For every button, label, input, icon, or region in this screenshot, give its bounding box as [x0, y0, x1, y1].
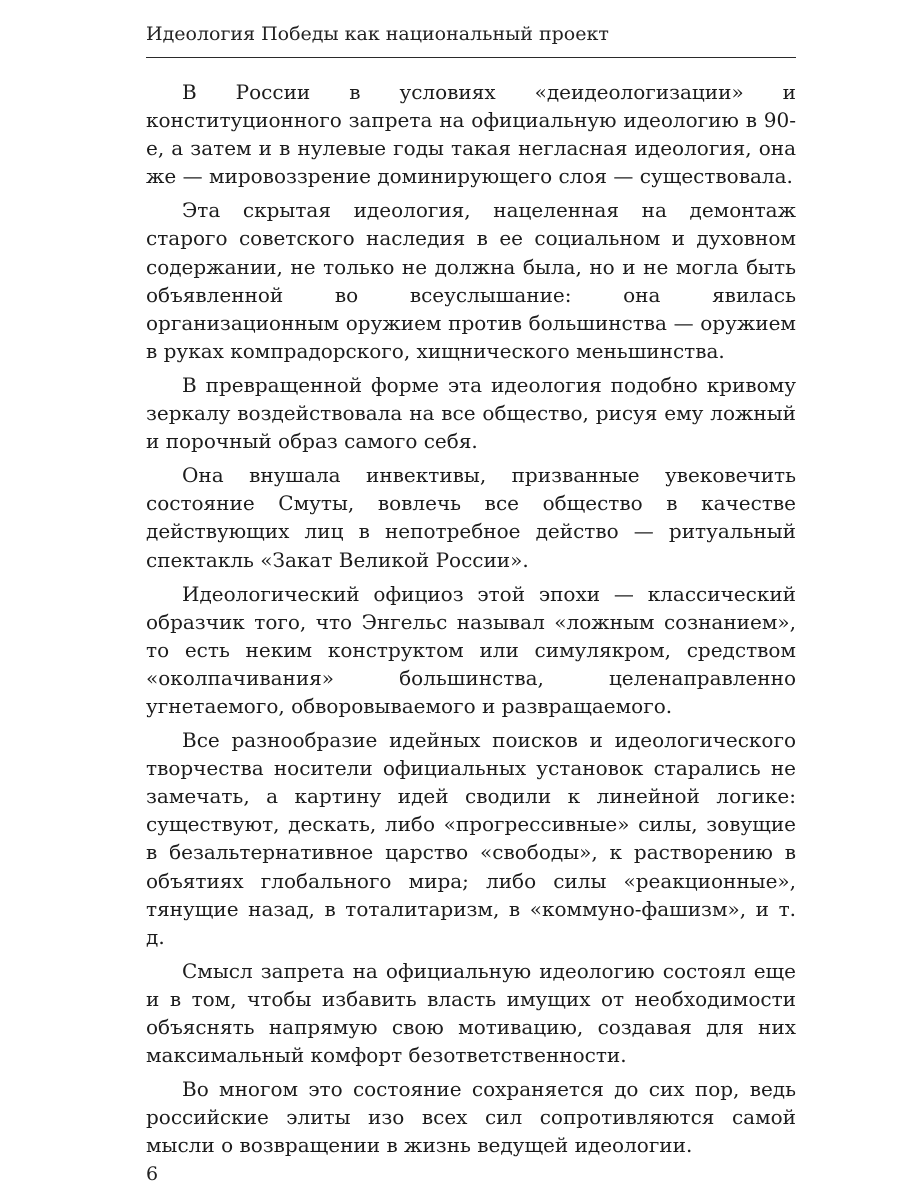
running-header	[146, 18, 796, 58]
body-text	[146, 78, 796, 1165]
paragraph: Идеологический официоз этой эпохи — классический образчик того, что Энгельс называл «ложным сознанием», то есть неким конструктом или симулякром, средством «околпачивания» большинства, целенаправленно угнетаемого, обворовываемого и развращаемого.	[146, 581, 796, 718]
paragraph: Смысл запрета на официальную идеологию состоял еще и в том, чтобы избавить власть имущих от необходимости объяснять напрямую свою мотивацию, создавая для них максимальный комфорт безответственности.	[146, 958, 796, 1068]
paragraph: В России в условиях «деидеологизации» и конституционного запрета на официальную идеологию в 90-е, а затем и в нулевые годы такая негласная идеология, она же — мировоззрение доминирующего слоя — существовала.	[146, 80, 796, 189]
paragraph: Все разнообразие идейных поисков и идеологического творчества носители официальных установок старались не замечать, а картину идей сводили к линейной логике: существуют, дескать, либо «прогрессивные» силы, зовущие в безальтернативное царство «свободы», к растворению в объятиях глобального мира; либо силы «реакционные», тянущие назад, в тоталитаризм, в «коммуно-фашизм», и т. д.	[146, 728, 796, 949]
paragraph: Во многом это состояние сохраняется до сих пор, ведь российские элиты изо всех сил сопротивляются самой мысли о возвращении в жизнь ведущей идеологии.	[146, 1077, 796, 1158]
running-title: Идеология Победы как национальный проект	[146, 23, 609, 45]
page-number: 6	[146, 1163, 159, 1185]
paragraph: Она внушала инвективы, призванные увековечить состояние Смуты, вовлечь все общество в качестве действующих лиц в непотребное действо — ритуальный спектакль «Закат Великой России».	[146, 463, 796, 572]
paragraph: В превращенной форме эта идеология подобно кривому зеркалу воздействовала на все общество, рисуя ему ложный и порочный образ самого себя.	[146, 372, 796, 454]
paragraph: Эта скрытая идеология, нацеленная на демонтаж старого советского наследия в ее социальном и духовном содержании, не только не должна была, но и не могла быть объявленной во всеуслышание: она явилась организационным оружием против большинства — оружием в руках компрадорского, хищнического меньшинства.	[146, 198, 796, 363]
